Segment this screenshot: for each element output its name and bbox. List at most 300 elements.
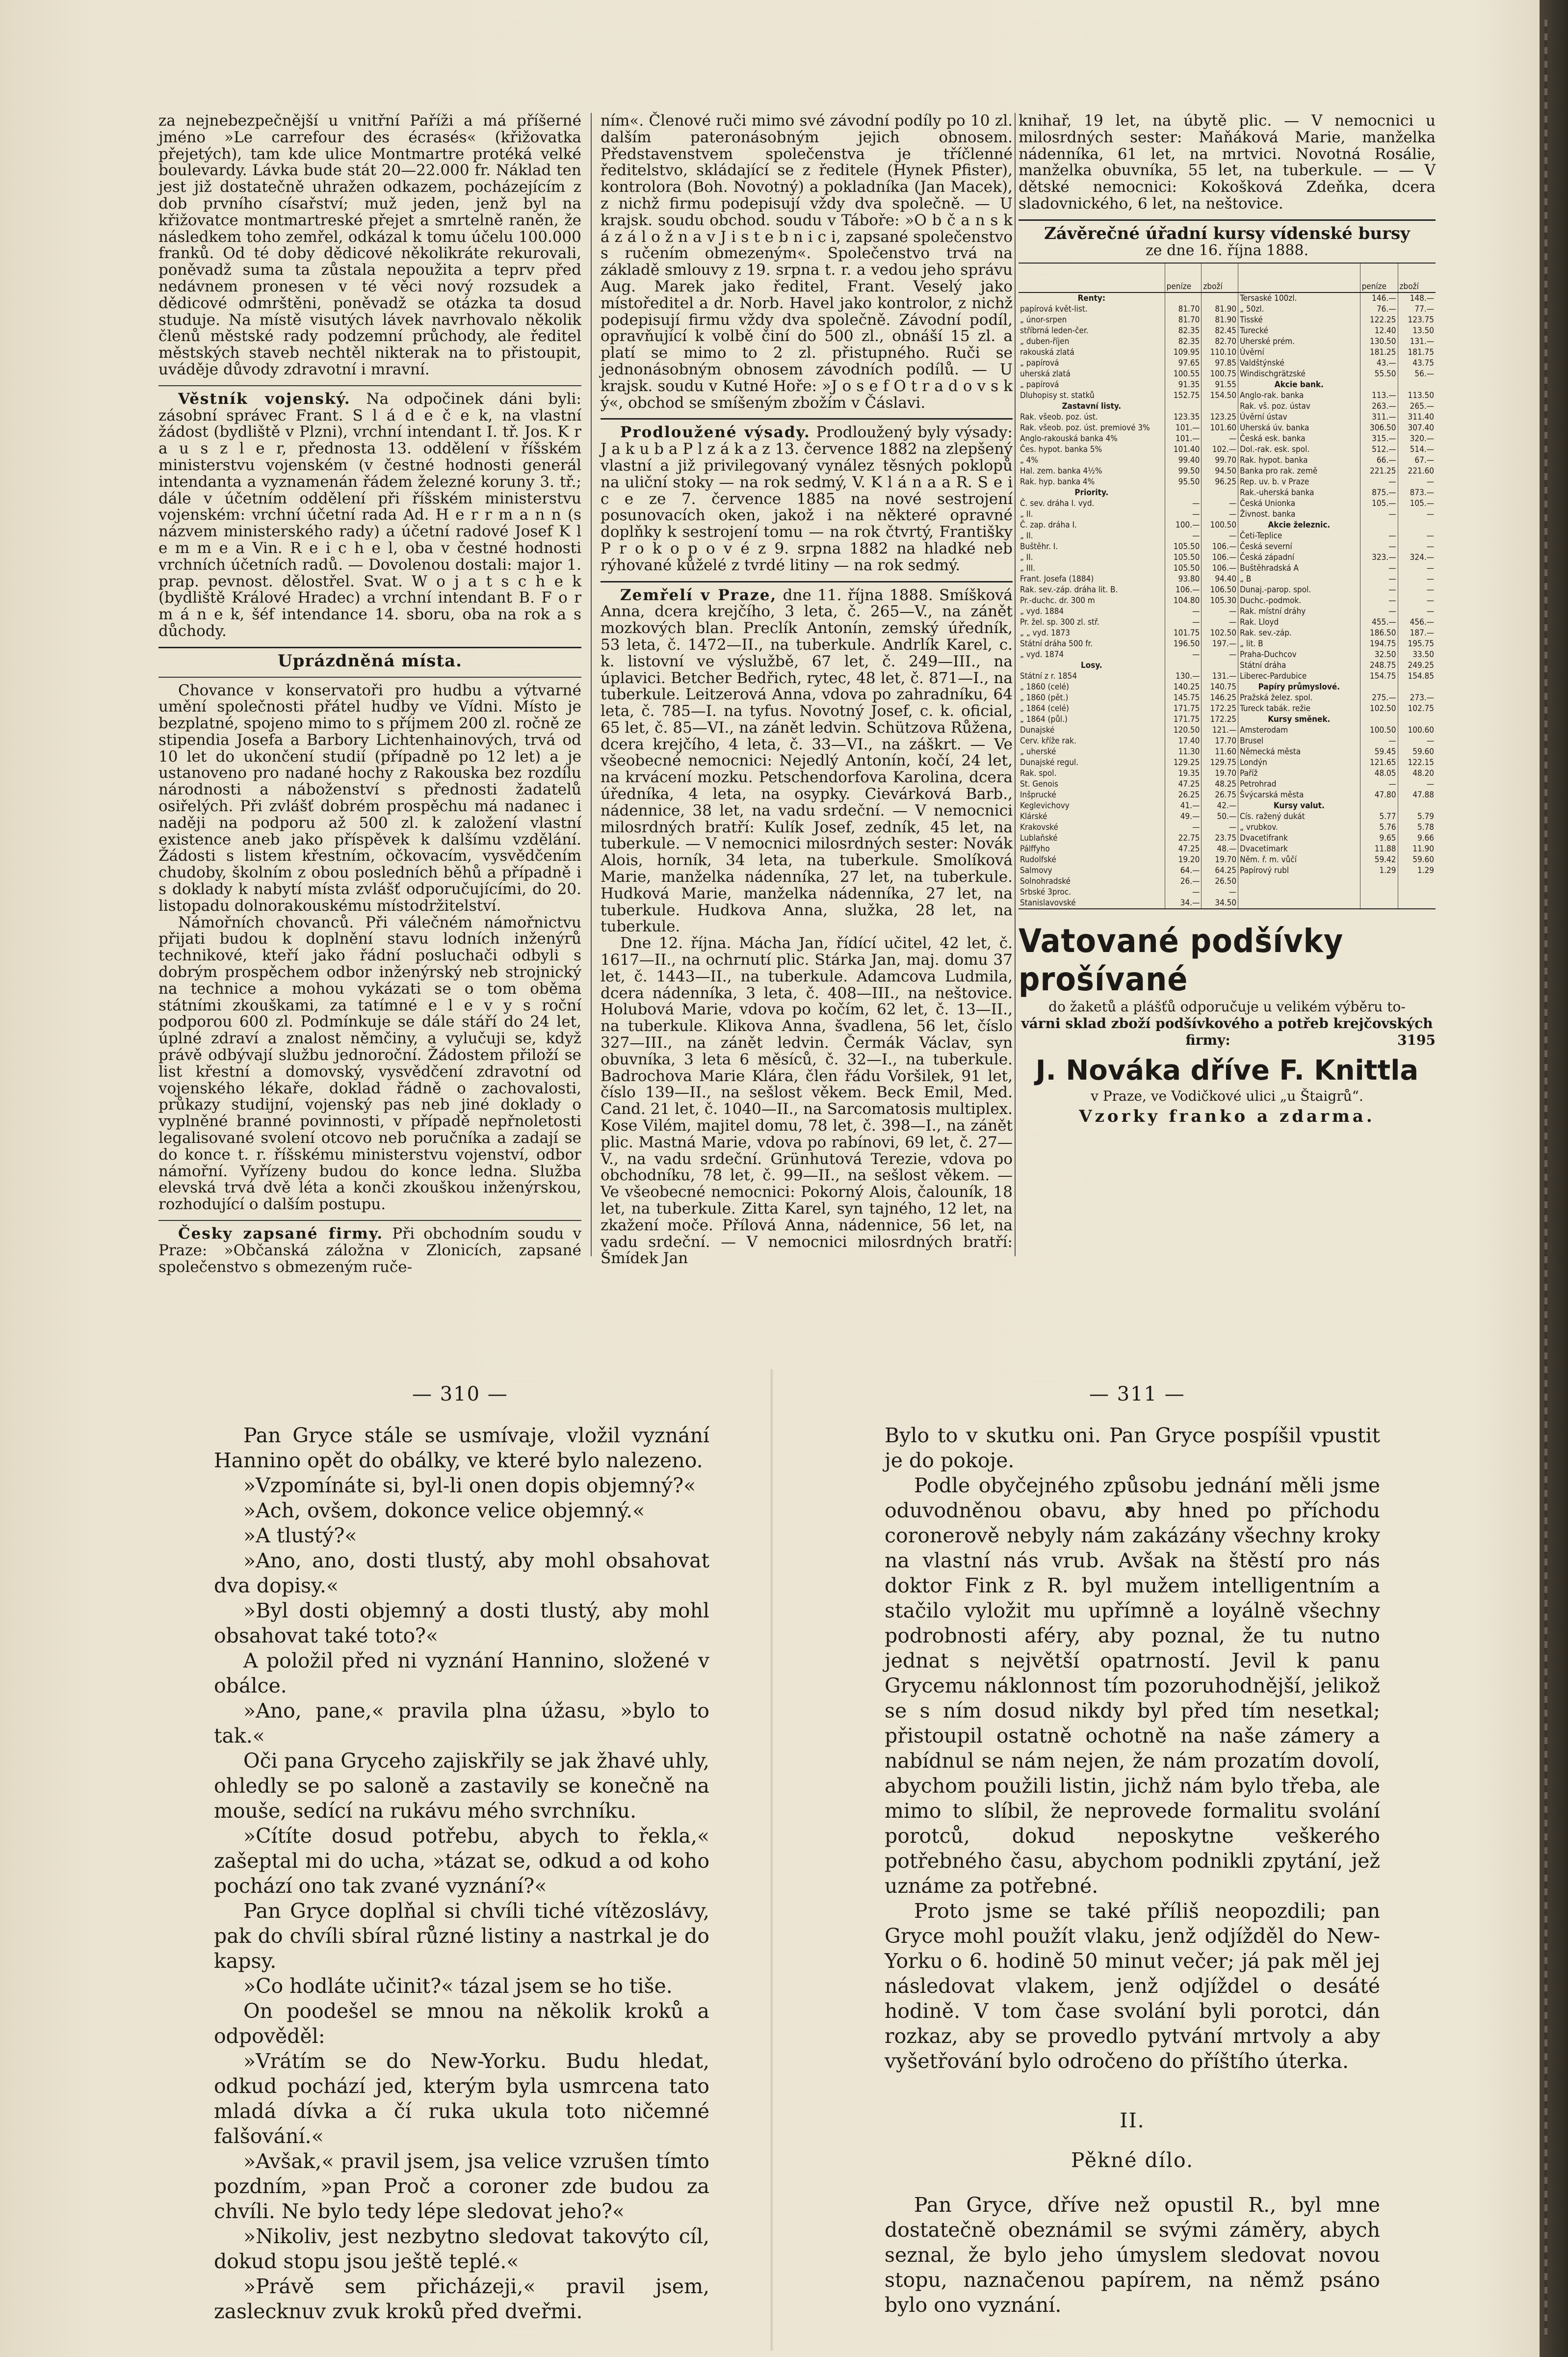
bourse-value-goods: 48.25 (1202, 779, 1238, 790)
bourse-value-goods: 9.66 (1398, 833, 1436, 844)
section-heading-prodlouzene: Prodloužené výsady. (620, 424, 810, 442)
bourse-value-money: 59.42 (1360, 854, 1398, 865)
bourse-value-goods: 81.90 (1202, 315, 1238, 325)
bourse-row (1019, 649, 1436, 660)
bourse-value-goods: 47.88 (1398, 790, 1436, 800)
bourse-value-goods: 320.— (1398, 433, 1436, 444)
bourse-value-goods (1202, 292, 1238, 304)
bourse-security-name: Solnohradské (1020, 876, 1071, 887)
bourse-value-money: 11.88 (1360, 844, 1398, 854)
page-number-right: — 311 — (1089, 1383, 1185, 1405)
bourse-row (1019, 520, 1436, 530)
bourse-value-money: 275.— (1360, 692, 1398, 703)
bourse-security-name: Anglo-rak. banka (1238, 390, 1360, 401)
article-firms-cont: ním«. Členové ruči mimo své závodní podíly po 10 zl. dalším pateronásobným jejich obnosem. Představenstvem společenstva je tříčlenné ředitelstvo, skládající se z ředitele (Hynek Pfister), kontrolora (Boh. Novotný) a pokladníka (Jan Macek), z nichž firmu podepisují vždy dva společně. — U krajsk. soudu obchod. soudu v Táboře: »O b č a n s k á z á l o ž n a v J i s t e b n i c i, zapsané společenstvo s ručením obmezeným«. Společenstvo trvá na základě smlouvy z 19. srpna t. r. a vedou jeho správu Aug. Marek jako ředitel, Frant. Veselý jako místoředitel a dr. Norb. Havel jako kontrolor, z nichž podepisují firmu vždy dva společně. Závodní podíl, opravňující k volbě činí do 500 zl., obnáší 15 zl. a platí se mimo to 2 zl. přistupného. Ruči se jednonásobným obnosem závodních podílů. — U krajsk. soudu v Kutné Hoře: »J o s e f O t r a d o v s k ý«, obchod se smíšeným zbožím v Čáslavi. (601, 112, 1013, 412)
bourse-value-money: — (1360, 779, 1398, 790)
bourse-value-goods: 197.— (1202, 638, 1238, 649)
bourse-value-goods: 26.75 (1202, 790, 1238, 800)
bourse-row (1019, 757, 1436, 768)
bourse-value-money: 323.— (1360, 552, 1398, 563)
book-paragraph: On poodešel se mnou na několik kroků a odpověděl: (214, 1999, 709, 2048)
bourse-row (1019, 292, 1436, 304)
bourse-value-money (1360, 379, 1398, 390)
section-heading-cesky: Česky zapsané firmy. (178, 1225, 384, 1243)
bourse-security-name: Londýn (1238, 757, 1360, 768)
bourse-value-money: 101.— (1165, 423, 1202, 433)
bourse-security-name: „ 1860 (celé) (1020, 682, 1069, 692)
bourse-value-money: 48.05 (1360, 768, 1398, 779)
bourse-row (1019, 455, 1436, 466)
bourse-value-money: 196.50 (1165, 638, 1202, 649)
bourse-value-goods: 19.70 (1202, 768, 1238, 779)
bourse-value-goods: 64.25 (1202, 865, 1238, 876)
bourse-security-name: Banka pro rak. země (1238, 466, 1360, 477)
bourse-security-name: Zastavní listy. (1062, 401, 1122, 412)
bourse-security-name: Dvacetimark (1238, 844, 1360, 854)
bourse-security-name: Švýcarská města (1238, 790, 1360, 800)
bourse-value-money: 194.75 (1360, 638, 1398, 649)
bourse-value-money: 145.75 (1165, 692, 1202, 703)
bourse-value-goods: 17.70 (1202, 736, 1238, 746)
bourse-value-goods: — (1398, 563, 1436, 574)
book-paragraph: Podle obyčejného způsobu jednání měli jsme oduvodněnou obavu, aby hned po příchodu coronerově nebyly nám zakázány všechny kroky na vlastní nás vrub. Avšak na štěstí pro nás doktor Fink z R. byl mužem intelligentním a stačilo vyložit mu upřímně a loyálně všechny podrobnosti aféry, aby poznal, že tu nutno jednat s největší opatrností. Jevil k panu Grycemu náklonnost tím pozoruhodnější, jelikož se s ním dosud nikdy byl před tím nesetkal; přistoupil ostatně ochotně na naše zámery a nabídnul se nám nejen, že nám prozatím dovolí, abychom použili listin, jichž nám bylo třeba, ale mimo to slíbil, že neprovede formalitu svolání porotců, dokud neposkytne veškerého potřebného času, abychom podnikli zpytání, jež uznáme za potřebné. (885, 1474, 1380, 1898)
bourse-value-money (1360, 876, 1398, 887)
divider (158, 677, 581, 678)
bourse-value-money (1360, 682, 1398, 692)
bourse-value-goods: 11.90 (1398, 844, 1436, 854)
bourse-security-name: Č. zap. dráha I. (1020, 520, 1077, 530)
bourse-security-name: Paříž (1238, 768, 1360, 779)
bourse-value-money: 17.40 (1165, 736, 1202, 746)
bourse-row (1019, 530, 1436, 541)
bourse-header-goods-2: zboží (1398, 263, 1436, 292)
bourse-value-goods: 148.— (1398, 292, 1436, 304)
divider (601, 418, 1013, 420)
bourse-security-name: Rak. vš. poz. ústav (1238, 401, 1360, 412)
bourse-value-goods: 43.75 (1398, 358, 1436, 369)
bourse-security-name: Pr.-duchc. dr. 300 m (1020, 596, 1095, 606)
bourse-value-money: 105.50 (1165, 563, 1202, 574)
bourse-security-name: stříbrná leden-čer. (1020, 326, 1089, 336)
bourse-row (1019, 628, 1436, 638)
bourse-row (1019, 865, 1436, 876)
bourse-security-name: uherská zlatá (1020, 369, 1071, 379)
chapter-title: Pěkné dílo. (1071, 2148, 1194, 2172)
bourse-value-money: 97.65 (1165, 358, 1202, 369)
bourse-value-goods: 81.90 (1202, 304, 1238, 315)
bourse-value-goods: 195.75 (1398, 638, 1436, 649)
bourse-security-name: Liberec-Pardubice (1238, 671, 1360, 682)
bourse-security-name: Papírový rubl (1238, 865, 1360, 876)
bourse-value-money: 12.40 (1360, 325, 1398, 336)
book-paragraph: »Co hodláte učinit?« tázal jsem se ho tiše. (243, 1974, 673, 1998)
bourse-row (1019, 898, 1436, 909)
bourse-value-goods: 140.75 (1202, 682, 1238, 692)
bourse-security-name: Živnost. banka (1238, 509, 1360, 520)
bourse-value-money: 26.25 (1165, 790, 1202, 800)
bourse-security-name: Dunajské (1020, 725, 1055, 736)
article-uprazdnena-1: Chovance v konservatoři pro hudbu a výtvarné umění společnosti přátel hudby ve Vídni. Místo je bezplatné, spojeno mimo to s příjmem 200 zl. ročně ze stipendia Josefa a Barbory Lichtenhainových, trvá od 10 let do ukončení studií (případně po 12 let) a je ustanoveno pro nadané hochy z Rakouska bez rozdílu národnosti a náboženství s přednosti žadatelů osiřelých. Při zvlášť dobrém prospěchu má nadanec i naději na podporu až 500 zl. k založení vlastní existence aneb jako příspěvek k dalšímu vzdělání. Žádosti s listem křestním, očkovacím, vysvědčením chudoby, školním z obou posledních běhů a případně i s doklady k nabytí místa zvlášť odporučujícími, do 20. listopadu dolnorakouskému místodržitelství. (158, 681, 581, 915)
bourse-value-money: 66.— (1360, 455, 1398, 466)
bourse-value-money: 1.29 (1360, 865, 1398, 876)
bourse-security-name: Rak. hypot. banka (1238, 455, 1360, 466)
bourse-row (1019, 595, 1436, 606)
bourse-security-name: Akcie bank. (1238, 379, 1360, 390)
bourse-value-money: 875.— (1360, 487, 1398, 498)
bourse-row (1019, 822, 1436, 833)
bourse-security-name: Rak. hyp. banka 4% (1020, 477, 1095, 487)
bourse-security-name: „ papírová (1020, 380, 1059, 390)
bourse-security-name: Kursy valut. (1238, 800, 1360, 811)
bourse-value-money: 512.— (1360, 444, 1398, 455)
bourse-row (1019, 606, 1436, 617)
column-rule (1015, 113, 1016, 1256)
bourse-security-name: Česká západní (1238, 552, 1360, 563)
bourse-security-name: Uherská úv. banka (1238, 423, 1360, 433)
bourse-security-name: Dol.-rak. esk. spol. (1238, 444, 1360, 455)
bourse-security-name: Krakovské (1020, 822, 1058, 833)
bourse-value-goods: 311.40 (1398, 412, 1436, 423)
bourse-row (1019, 336, 1436, 347)
bourse-table (1019, 263, 1436, 909)
bourse-row (1019, 433, 1436, 444)
bourse-value-goods: 94.50 (1202, 466, 1238, 477)
bourse-row (1019, 746, 1436, 757)
bourse-value-goods: — (1398, 477, 1436, 487)
bourse-value-money: 101.40 (1165, 444, 1202, 455)
bourse-value-goods: 94.40 (1202, 574, 1238, 584)
bourse-value-goods: — (1398, 779, 1436, 790)
book-paragraph: Pan Gryce, dříve než opustil R., byl mne dostatečně obeznámil se svými záměry, abych seznal, že bylo jeho úmyslem sledovat novou stopu, naznačenou papírem, na němž psáno bylo ono vyznání. (885, 2193, 1380, 2317)
bourse-row (1019, 736, 1436, 746)
bourse-security-name: Úvěrní (1238, 347, 1360, 358)
book-right-paragraphs (885, 1423, 1380, 2074)
bourse-security-name: Pálffyho (1020, 844, 1050, 854)
bourse-value-goods: — (1398, 584, 1436, 595)
bourse-security-name: „ „ vyd. 1873 (1020, 628, 1070, 638)
bourse-value-goods: — (1398, 574, 1436, 584)
bourse-header-name (1019, 263, 1165, 292)
bourse-value-goods: 123.75 (1398, 315, 1436, 325)
bourse-value-money: 113.— (1360, 390, 1398, 401)
bourse-value-goods: 102.50 (1202, 628, 1238, 638)
bourse-value-money: 41.— (1165, 800, 1202, 811)
bourse-value-goods: — (1398, 530, 1436, 541)
bourse-row (1019, 800, 1436, 811)
bourse-row (1019, 703, 1436, 714)
book-paragraph: »Ano, pane,« pravila plna úžasu, »bylo to tak.« (214, 1699, 709, 1748)
bourse-value-goods: — (1398, 606, 1436, 617)
bourse-value-money: 101.— (1165, 433, 1202, 444)
bourse-security-name: Dunajské regul. (1020, 758, 1079, 768)
book-paragraph: »Cítíte dosud potřebu, abych to řekla,« zašeptal mi do ucha, »tázat se, odkud a od koho pochází ono tak zvané vyznání?« (214, 1824, 709, 1898)
bourse-value-goods: — (1398, 541, 1436, 552)
bourse-value-goods: 456.— (1398, 617, 1436, 628)
bourse-value-goods: 123.25 (1202, 412, 1238, 423)
bourse-security-name: „ II. (1020, 509, 1033, 520)
bourse-security-name: Hal. zem. banka 4½% (1020, 466, 1102, 477)
bourse-security-name: Frant. Josefa (1884) (1020, 574, 1094, 584)
bourse-value-goods: 91.55 (1202, 379, 1238, 390)
bourse-security-name: „ 1864 (půl.) (1020, 715, 1068, 725)
article-vestnik: Na odpočinek dáni byli: zásobní správec Frant. S l á d e č e k, na vlastní žádost (bydliště v Plzni), vrchní intendant I. tř. Jos. K r a u s z l e r, přednosta 13. oddělení v říšském ministerstvu vojenském (v čestné hodnosti generál intendanta a vyznamenán řádem železné koruny 3. tř.; dále v účetním oddělení při říšském ministerstvu vojenském: vrchní účetní rada Ad. H e r r m a n n (s názvem ministerského rady) a účetní radové Josef K l e m m e a Vin. R e i c h e l, oba v čestné hodnosti vrchních účetních radů. — Dovolenou dostali: major 1. prap. pevnost. dělostřel. Svat. W o j a t s c h e k (bydliště Králové Hradec) a vrchní intendant B. F o r m á n e k, šéf intendance 14. sboru, oba na rok a s důchody. (158, 390, 581, 640)
bourse-value-money: — (1360, 509, 1398, 520)
bourse-security-name: „ B (1238, 574, 1360, 584)
bourse-security-name: Brusel (1238, 736, 1360, 746)
bourse-value-goods: 131.— (1398, 336, 1436, 347)
bourse-value-goods (1202, 401, 1238, 412)
bourse-security-name: Tureck tabák. režie (1238, 703, 1360, 714)
bourse-security-name: Papíry průmyslové. (1238, 682, 1360, 692)
book-paragraph: »Ano, ano, dosti tlustý, aby mohl obsahovat dva dopisy.« (214, 1549, 709, 1597)
bourse-security-name: Buštěhr. I. (1020, 542, 1058, 552)
bourse-value-goods: 514.— (1398, 444, 1436, 455)
bourse-row (1019, 844, 1436, 854)
bourse-row (1019, 541, 1436, 552)
bourse-value-money: 64.— (1165, 865, 1202, 876)
bourse-security-name: Rak. všeob. poz. úst. premiové 3% (1020, 423, 1150, 433)
bourse-value-money: 221.25 (1360, 466, 1398, 477)
bourse-security-name: Rak. sev.-záp. dráha lit. B. (1020, 585, 1118, 595)
bourse-value-money: 93.80 (1165, 574, 1202, 584)
bourse-value-goods (1202, 487, 1238, 498)
bourse-value-money: 82.35 (1165, 325, 1202, 336)
bourse-value-money: 101.75 (1165, 628, 1202, 638)
bourse-row (1019, 811, 1436, 822)
column-3 (1019, 113, 1436, 1125)
bourse-row (1019, 304, 1436, 315)
column-rule (591, 113, 592, 1256)
bourse-value-goods: 59.60 (1398, 854, 1436, 865)
bourse-value-money: 123.35 (1165, 412, 1202, 423)
bourse-value-money: 106.— (1165, 584, 1202, 595)
bourse-row (1019, 487, 1436, 498)
bourse-value-money: 81.70 (1165, 315, 1202, 325)
bourse-title: Závěrečné úřadní kursy vídenské bursy (1044, 223, 1410, 243)
bourse-value-goods: 154.85 (1398, 671, 1436, 682)
bourse-value-goods: — (1398, 736, 1436, 746)
bourse-value-money: 22.75 (1165, 833, 1202, 844)
bourse-value-money: 9.65 (1360, 833, 1398, 844)
bourse-value-money: 19.20 (1165, 854, 1202, 865)
bourse-row (1019, 401, 1436, 412)
bourse-value-goods: 50.— (1202, 811, 1238, 822)
divider (601, 581, 1013, 583)
book-paragraph: »Právě sem přicházeji,« pravil jsem, zaslecknuv zvuk kroků před dveřmi. (214, 2275, 709, 2323)
book-page-right (885, 1423, 1380, 2318)
bourse-value-money: 59.45 (1360, 746, 1398, 757)
bourse-value-money: 99.40 (1165, 455, 1202, 466)
bourse-row (1019, 833, 1436, 844)
bourse-row (1019, 617, 1436, 628)
bourse-value-goods (1398, 898, 1436, 909)
bourse-security-name (1238, 898, 1360, 909)
bourse-security-name: Česká severní (1238, 541, 1360, 552)
bourse-row (1019, 790, 1436, 800)
bourse-row (1019, 682, 1436, 692)
bourse-security-name: Praha-Duchcov (1238, 649, 1360, 660)
bourse-value-goods: 82.45 (1202, 325, 1238, 336)
bourse-value-goods: 101.60 (1202, 423, 1238, 433)
bourse-security-name: Státní dráha (1238, 660, 1360, 671)
bourse-value-goods: — (1202, 498, 1238, 509)
bourse-value-money: 47.80 (1360, 790, 1398, 800)
bourse-value-goods: 146.25 (1202, 692, 1238, 703)
bourse-value-goods (1398, 520, 1436, 530)
bourse-value-money: — (1360, 584, 1398, 595)
bourse-value-money: — (1165, 530, 1202, 541)
bourse-security-name: St. Genois (1020, 779, 1058, 790)
bourse-row (1019, 671, 1436, 682)
bourse-security-name: Uherské prém. (1238, 336, 1360, 347)
advertisement (1019, 922, 1436, 1125)
bourse-header-name-2 (1238, 263, 1360, 292)
bourse-value-goods: 99.70 (1202, 455, 1238, 466)
bourse-row (1019, 854, 1436, 865)
bourse-value-goods: 23.75 (1202, 833, 1238, 844)
bourse-value-money: — (1360, 541, 1398, 552)
bourse-body (1019, 292, 1436, 909)
bourse-value-goods: — (1202, 822, 1238, 833)
bourse-security-name: „ vyd. 1884 (1020, 607, 1064, 617)
bourse-value-money (1360, 800, 1398, 811)
bourse-security-name: Lublaňské (1020, 833, 1058, 844)
bourse-value-goods: 26.50 (1202, 876, 1238, 887)
bourse-value-money (1360, 898, 1398, 909)
bourse-value-money: — (1165, 887, 1202, 898)
book-paragraph: »Vzpomínáte si, byl-li onen dopis objemný?« (243, 1474, 696, 1497)
bourse-row (1019, 412, 1436, 423)
bourse-value-goods: 5.79 (1398, 811, 1436, 822)
bourse-value-money: 100.— (1165, 520, 1202, 530)
bourse-security-name: Dvacetifrank (1238, 833, 1360, 844)
bourse-security-name: Stanislavovské (1019, 898, 1165, 909)
bourse-value-money (1165, 401, 1202, 412)
book-paragraph: »Nikoliv, jest nezbytno sledovat takovýto cíl, dokud stopu jsou ještě teplé.« (214, 2225, 709, 2273)
bourse-value-goods: 82.70 (1202, 336, 1238, 347)
bourse-row (1019, 876, 1436, 887)
book-right-paragraphs-2 (885, 2193, 1380, 2318)
bourse-security-name: Tisské (1238, 315, 1360, 325)
bourse-value-money: 32.50 (1360, 649, 1398, 660)
bourse-row (1019, 768, 1436, 779)
book-paragraph: Pan Gryce stále se usmívaje, vložil vyznání Hannino opět do obálky, ve které bylo nalezeno. (214, 1424, 709, 1472)
bourse-security-name: Rak. všeob. poz. úst. (1020, 412, 1098, 423)
bourse-row (1019, 358, 1436, 369)
bourse-value-goods: — (1202, 887, 1238, 898)
bourse-value-money: 140.25 (1165, 682, 1202, 692)
bourse-value-money (1165, 487, 1202, 498)
bourse-value-goods: — (1202, 606, 1238, 617)
bourse-value-goods: 11.60 (1202, 746, 1238, 757)
bourse-value-goods: 121.— (1202, 725, 1238, 736)
bourse-value-money: — (1165, 498, 1202, 509)
bourse-value-money (1360, 520, 1398, 530)
bourse-row (1019, 315, 1436, 325)
bourse-security-name: Turecké (1238, 325, 1360, 336)
bourse-security-name: Duchc.-podmok. (1238, 595, 1360, 606)
bourse-security-name: „ 50zl. (1238, 304, 1360, 315)
bourse-value-goods: 221.60 (1398, 466, 1436, 477)
bourse-value-money: 130.— (1165, 671, 1202, 682)
bourse-value-money: 109.95 (1165, 347, 1202, 358)
bourse-security-name: Úvěrní ústav (1238, 412, 1360, 423)
bourse-row (1019, 466, 1436, 477)
bourse-value-goods: 1.29 (1398, 865, 1436, 876)
bourse-value-goods: 249.25 (1398, 660, 1436, 671)
bourse-security-name (1238, 887, 1360, 898)
bourse-value-money: 129.25 (1165, 757, 1202, 768)
bourse-value-goods: 105.30 (1202, 595, 1238, 606)
bourse-row (1019, 660, 1436, 671)
bourse-value-goods: 187.— (1398, 628, 1436, 638)
bourse-value-goods: 106.50 (1202, 584, 1238, 595)
bourse-security-name: Srbské 3proc. (1020, 887, 1071, 898)
book-paragraph: A položil před ni vyznání Hannino, složené v obálce. (214, 1649, 709, 1697)
bourse-value-money: 181.25 (1360, 347, 1398, 358)
article-cesky: Při obchodním soudu v Praze: »Občanská záložna v Zlonicích, zapsané společenstvo s obmezeným ruče- (158, 1225, 581, 1276)
bourse-security-name: Akcie železnic. (1238, 520, 1360, 530)
chapter-number: II. (1120, 2109, 1145, 2132)
bourse-security-name: Dluhopisy st. statků (1020, 391, 1095, 401)
bourse-value-goods: 154.50 (1202, 390, 1238, 401)
bourse-value-goods: 48.— (1202, 844, 1238, 854)
bourse-row (1019, 369, 1436, 379)
bourse-value-goods: — (1202, 617, 1238, 628)
bourse-security-name: Dunaj.-parop. spol. (1238, 584, 1360, 595)
bourse-value-money: 120.50 (1165, 725, 1202, 736)
bourse-value-money: 11.30 (1165, 746, 1202, 757)
bourse-security-name: Amsterodam (1238, 725, 1360, 736)
section-heading-zemreli: Zemřelí v Praze, (620, 586, 777, 604)
article-uprazdnena-2: Námořních chovanců. Při válečném námořnictvu přijati budou k doplnění stavu lodních inženýrů technikové, kteří jako řádní posluchači odbyli s dobrým prospěchem odbor inženýrský neb strojnický na technice a mohou vykázati se o tom oběma státními zkouškami, za tatímné e l e v y s roční podporou 600 zl. Podmínkuje se dále stáří do 24 let, úplné zdraví a znalost němčiny, a vylučuji se, když právě odbývají službu jednoroční. Žádostem přiloží se list křestní a domovský, vysvědčení zdravotní od vojenského lékaře, doklad řádně o zachovalosti, průkazy studijní, vojenský pas neb jiné doklady o vyplněné branné povinnosti, v případě nepřnoletosti legalisované svolení otcovo neb poručníka a zadají se do konce t. r. říšskému ministerstvu vojenství, odbor námořní. Vyřízeny budou do konce ledna. Služba elevská trvá dvě léta a konči zkouškou inženýrskou, rozhodující o dalším postupu. (158, 913, 581, 1214)
bourse-security-name: Tersaské 100zl. (1238, 292, 1360, 304)
bourse-value-money: 105.50 (1165, 541, 1202, 552)
book-paragraph: Pan Gryce doplňal si chvíli tiché vítězoslávy, pak do chvíli sbíral různé listiny a nastrkal je do kapsy. (214, 1899, 709, 1973)
bourse-value-money: 311.— (1360, 412, 1398, 423)
bourse-value-goods: 181.75 (1398, 347, 1436, 358)
bourse-security-name: „ 4% (1020, 455, 1039, 466)
bourse-value-goods: — (1202, 530, 1238, 541)
bourse-value-money (1360, 887, 1398, 898)
divider (1019, 219, 1436, 221)
binding-edge (1540, 0, 1568, 2357)
bourse-value-money: 248.75 (1360, 660, 1398, 671)
bourse-value-money: 76.— (1360, 304, 1398, 315)
book-paragraph: »Avšak,« pravil jsem, jsa velice vzrušen tímto pozdním, »pan Proč a coroner zde budou za chvíli. Ne bylo tedy lépe sledovat jeho?« (214, 2149, 709, 2223)
bourse-value-money (1360, 714, 1398, 725)
bourse-value-money: 43.— (1360, 358, 1398, 369)
bourse-row (1019, 725, 1436, 736)
bourse-security-name: Rak. Lloyd (1238, 617, 1360, 628)
bourse-security-name: Losy. (1081, 661, 1102, 671)
bourse-security-name: Keglevichovy (1020, 801, 1070, 811)
bourse-value-goods (1202, 660, 1238, 671)
ad-samples: Vzorky franko a zdarma. (1079, 1107, 1375, 1127)
bourse-value-goods: 873.— (1398, 487, 1436, 498)
bourse-value-goods: 13.50 (1398, 325, 1436, 336)
bourse-value-goods: — (1398, 595, 1436, 606)
bourse-value-goods (1398, 682, 1436, 692)
divider (158, 647, 581, 648)
bourse-security-name: Kursy směnek. (1238, 714, 1360, 725)
bourse-security-name: „ II. (1020, 553, 1033, 563)
bourse-value-goods: 97.85 (1202, 358, 1238, 369)
bourse-value-goods: — (1202, 649, 1238, 660)
bourse-row (1019, 423, 1436, 433)
bourse-security-name: Klárské (1020, 812, 1047, 822)
column-1 (158, 113, 581, 1275)
